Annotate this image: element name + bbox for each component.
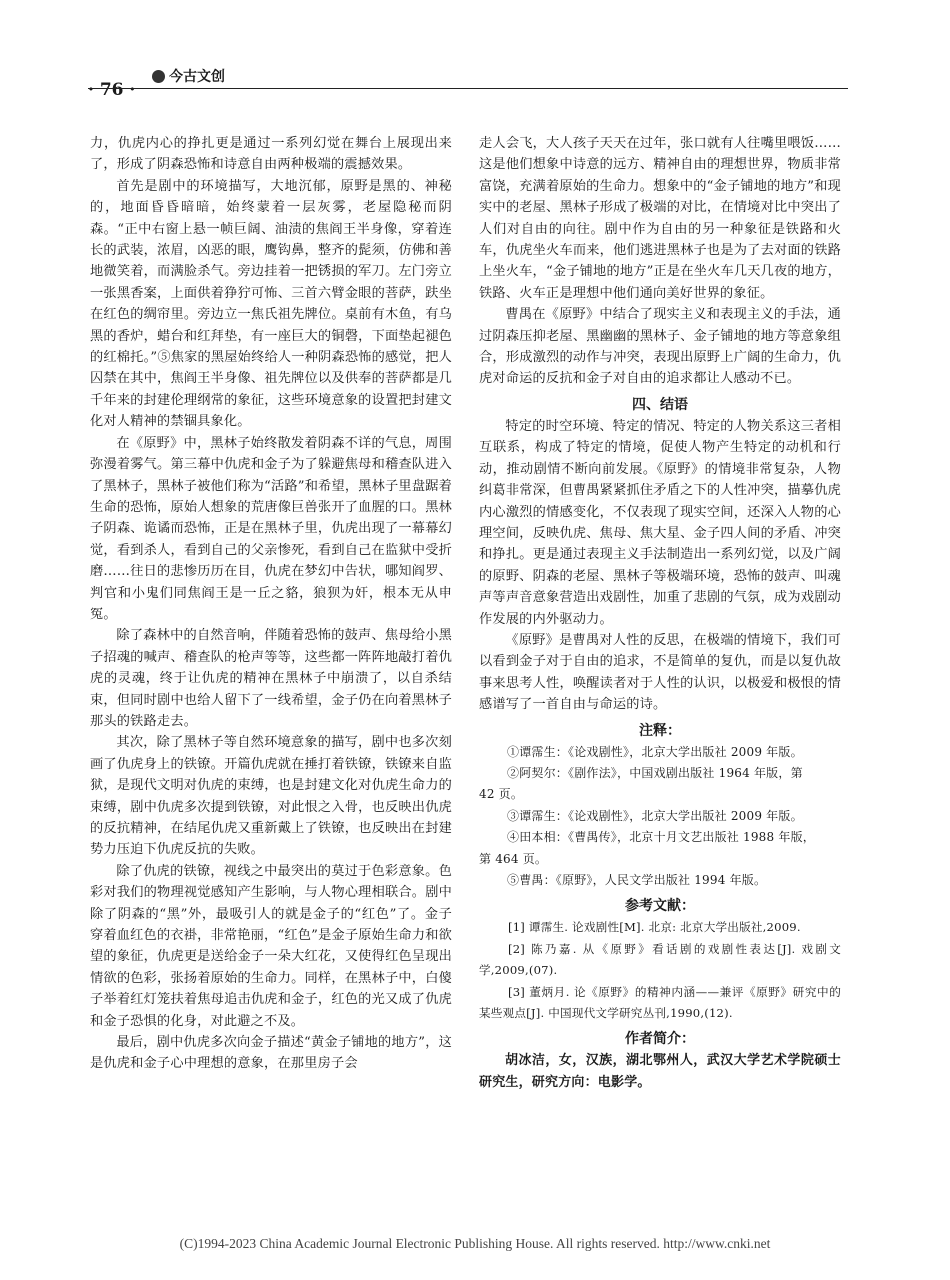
- note-item: ④田本相：《曹禺传》，北京十月文艺出版社 1988 年版，: [507, 830, 815, 845]
- body-paragraph: 走人会飞，大人孩子天天在过年，张口就有人往嘴里喂饭……这是他们想象中诗意的远方、精神自由的理想世界，物质非常富饶，充满着原始的生命力。想象中的“金子铺地的地方”和现实中的老屋、黑林子形成了极端的对比，在情境对比中突出了人们对自由的向往。剧中作为自由的另一种象征是铁路和火车，仇虎坐火车而来，他们逃进黑林子也是为了去对面的铁路上坐火车，“金子铺地的地方”正是在坐火车几天几夜的地方，铁路、火车正是理想中他们通向美好世界的象征。: [479, 136, 841, 301]
- body-paragraph: 除了森林中的自然音响，伴随着恐怖的鼓声、焦母给小黑子招魂的喊声、稽查队的枪声等等，这些都一阵阵地敲打着仇虎的灵魂，终于让仇虎的精神在黑林子中崩溃了，以自杀结束，但同时剧中也给人留下了一线希望，金子仍在向着黑林子那头的铁路走去。: [90, 628, 452, 729]
- journal-name: 今古文创: [169, 69, 225, 85]
- note-item: 42 页。: [479, 787, 524, 802]
- author-heading: 作者简介：: [625, 1031, 695, 1048]
- body-paragraph: 在《原野》中，黑林子始终散发着阴森不详的气息，周围弥漫着雾气。第三幕中仇虎和金子为了躲避焦母和稽查队进入了黑林子，黑林子被他们称为“活路”和希望，黑林子里盘踞着生命的恐怖，原始人想象的荒唐像巨兽张开了血腥的口。黑林子阴森、诡谲而恐怖，正是在黑林子里，仇虎出现了一幕幕幻觉，看到杀人，看到自己的父亲惨死，看到自己在监狱中受折磨……往日的悲惨历历在目，仇虎在梦幻中告状，哪知阎罗、判官和小鬼们同焦阎王是一丘之貉，狼狈为奸，根本无从申冤。: [90, 435, 452, 622]
- body-paragraph: 首先是剧中的环境描写，大地沉郁，原野是黑的、神秘的，地面昏昏暗暗，始终蒙着一层灰雾，老屋隐秘而阴森。“正中右窗上悬一帧巨阔、油渍的焦阎王半身像，穿着连长的武装，浓眉，凶恶的眼，鹰钩鼻，整齐的髭须，仿佛和善地微笑着，而满脸杀气。旁边挂着一把锈损的军刀。左门旁立一张黑香案，上面供着狰狞可怖、三首六臂金眼的菩萨，趺坐在红色的绸帘里。旁边立一焦氏祖先牌位。桌前有木鱼，有乌黑的香炉，蜡台和红拜垫，有一座巨大的铜磬，下面垫起褪色的红棉托。”⑤焦家的黑屋始终给人一种阴森恐怖的感觉，把人囚禁在其中，焦阎王半身像、祖先牌位以及供奉的菩萨都是几千年来的封建伦理纲常的象征，这些环境意象的设置把封建文化对人精神的禁锢具象化。: [90, 178, 452, 430]
- body-paragraph: 除了仇虎的铁镣，视线之中最突出的莫过于色彩意象。色彩对我们的物理视觉感知产生影响，与人物心理相联合。剧中除了阴森的“黑”外，最吸引人的就是金子的“红色”了。金子穿着血红色的衣褂，非常艳丽，“红色”是金子原始生命力和欲望的象征，仇虎更是送给金子一朵大红花，又使得红色呈现出情欲的色彩，张扬着原始的生命力。同样，在黑林子中，白傻子举着红灯笼扶着焦母追击仇虎和金子，红色的光又成了仇虎和金子恐惧的化身，对此避之不及。: [90, 863, 452, 1029]
- copyright-footer: (C)1994-2023 China Academic Journal Electronic Publishing House. All rights reserved. http://www.cnki.net: [179, 1236, 771, 1251]
- author-bio: 胡冰洁，女，汉族，湖北鄂州人，武汉大学艺术学院硕士研究生，研究方向：电影学。: [479, 1053, 841, 1091]
- reference-item: [2] 陈乃嘉. 从《原野》看话剧的戏剧性表达[J]. 戏剧文学,2009,(07).: [479, 941, 841, 978]
- note-item: 第 464 页。: [479, 851, 548, 866]
- notes-heading: 注释：: [639, 722, 681, 739]
- conclusion-heading: 四、结语: [632, 396, 688, 413]
- journal-logo-icon: [152, 70, 165, 83]
- header-rule: [88, 88, 848, 89]
- journal-logo: [152, 66, 225, 86]
- left-column: [90, 133, 452, 1075]
- note-item: ③谭霈生：《论戏剧性》，北京大学出版社 2009 年版。: [507, 808, 803, 823]
- body-paragraph: 力，仇虎内心的挣扎更是通过一系列幻觉在舞台上展现出来了，形成了阴森恐怖和诗意自由两种极端的震撼效果。: [90, 136, 452, 173]
- page-header: [88, 66, 848, 102]
- references-heading: 参考文献：: [625, 898, 695, 915]
- note-item: ②阿契尔：《剧作法》，中国戏剧出版社 1964 年版，第: [507, 765, 803, 780]
- reference-item: [3] 董炳月. 论《原野》的精神内涵——兼评《原野》研究中的某些观点[J]. 中国现代文学研究丛刊,1990,(12).: [479, 984, 841, 1021]
- right-column: [479, 133, 841, 1094]
- conclusion-paragraph: 《原野》是曹禺对人性的反思，在极端的情境下，我们可以看到金子对于自由的追求，不是简单的复仇，而是以复仇故事来思考人性，唤醒读者对于人性的认识，以极爱和极恨的情感谱写了一首自由与命运的诗。: [479, 632, 841, 713]
- note-item: ⑤曹禺：《原野》，人民文学出版社 1994 年版。: [507, 873, 767, 887]
- body-paragraph: 其次，除了黑林子等自然环境意象的描写，剧中也多次刻画了仇虎身上的铁镣。开篇仇虎就在捶打着铁镣，铁镣来自监狱，是现代文明对仇虎的束缚，也是封建文化对仇虎生命力的束缚，剧中仇虎多次提到铁镣，对此恨之入骨，也反映出仇虎的反抗精神，在结尾仇虎又重新戴上了铁镣，也反映出在封建势力压迫下仇虎反抗的失败。: [90, 735, 452, 858]
- page-number: · 76 ·: [88, 80, 136, 100]
- conclusion-paragraph: 特定的时空环境、特定的情况、特定的人物关系这三者相互联系，构成了特定的情境，促使人物产生特定的动机和行动，推动剧情不断向前发展。《原野》的情境非常复杂，人物纠葛非常深，但曹禺紧紧抓住矛盾之下的人性冲突，描摹仇虎内心激烈的情感变化，不仅表现了现实空间，还深入人物的心理空间，反映仇虎、焦母、焦大星、金子四人间的矛盾、冲突和挣扎。更是通过表现主义手法制造出一系列幻觉，以及广阔的原野、阴森的老屋、黑林子等极端环境，恐怖的鼓声、叫魂声等声音意象营造出戏剧性，加重了悲剧的气氛，成为戏剧动作发展的内外驱动力。: [479, 418, 841, 627]
- body-paragraph: 最后，剧中仇虎多次向金子描述“黄金子铺地的地方”，这是仇虎和金子心中理想的意象，在那里房子会: [90, 1035, 452, 1072]
- body-paragraph: 曹禺在《原野》中结合了现实主义和表现主义的手法，通过阴森压抑老屋、黑幽幽的黑林子、金子铺地的地方等意象组合，形成激烈的动作与冲突，表现出原野上广阔的生命力，仇虎对命运的反抗和金子对自由的追求都让人感动不已。: [479, 307, 841, 387]
- reference-item: [1] 谭霈生. 论戏剧性[M]. 北京: 北京大学出版社,2009.: [508, 920, 801, 935]
- note-item: ①谭霈生：《论戏剧性》，北京大学出版社 2009 年版。: [507, 744, 803, 759]
